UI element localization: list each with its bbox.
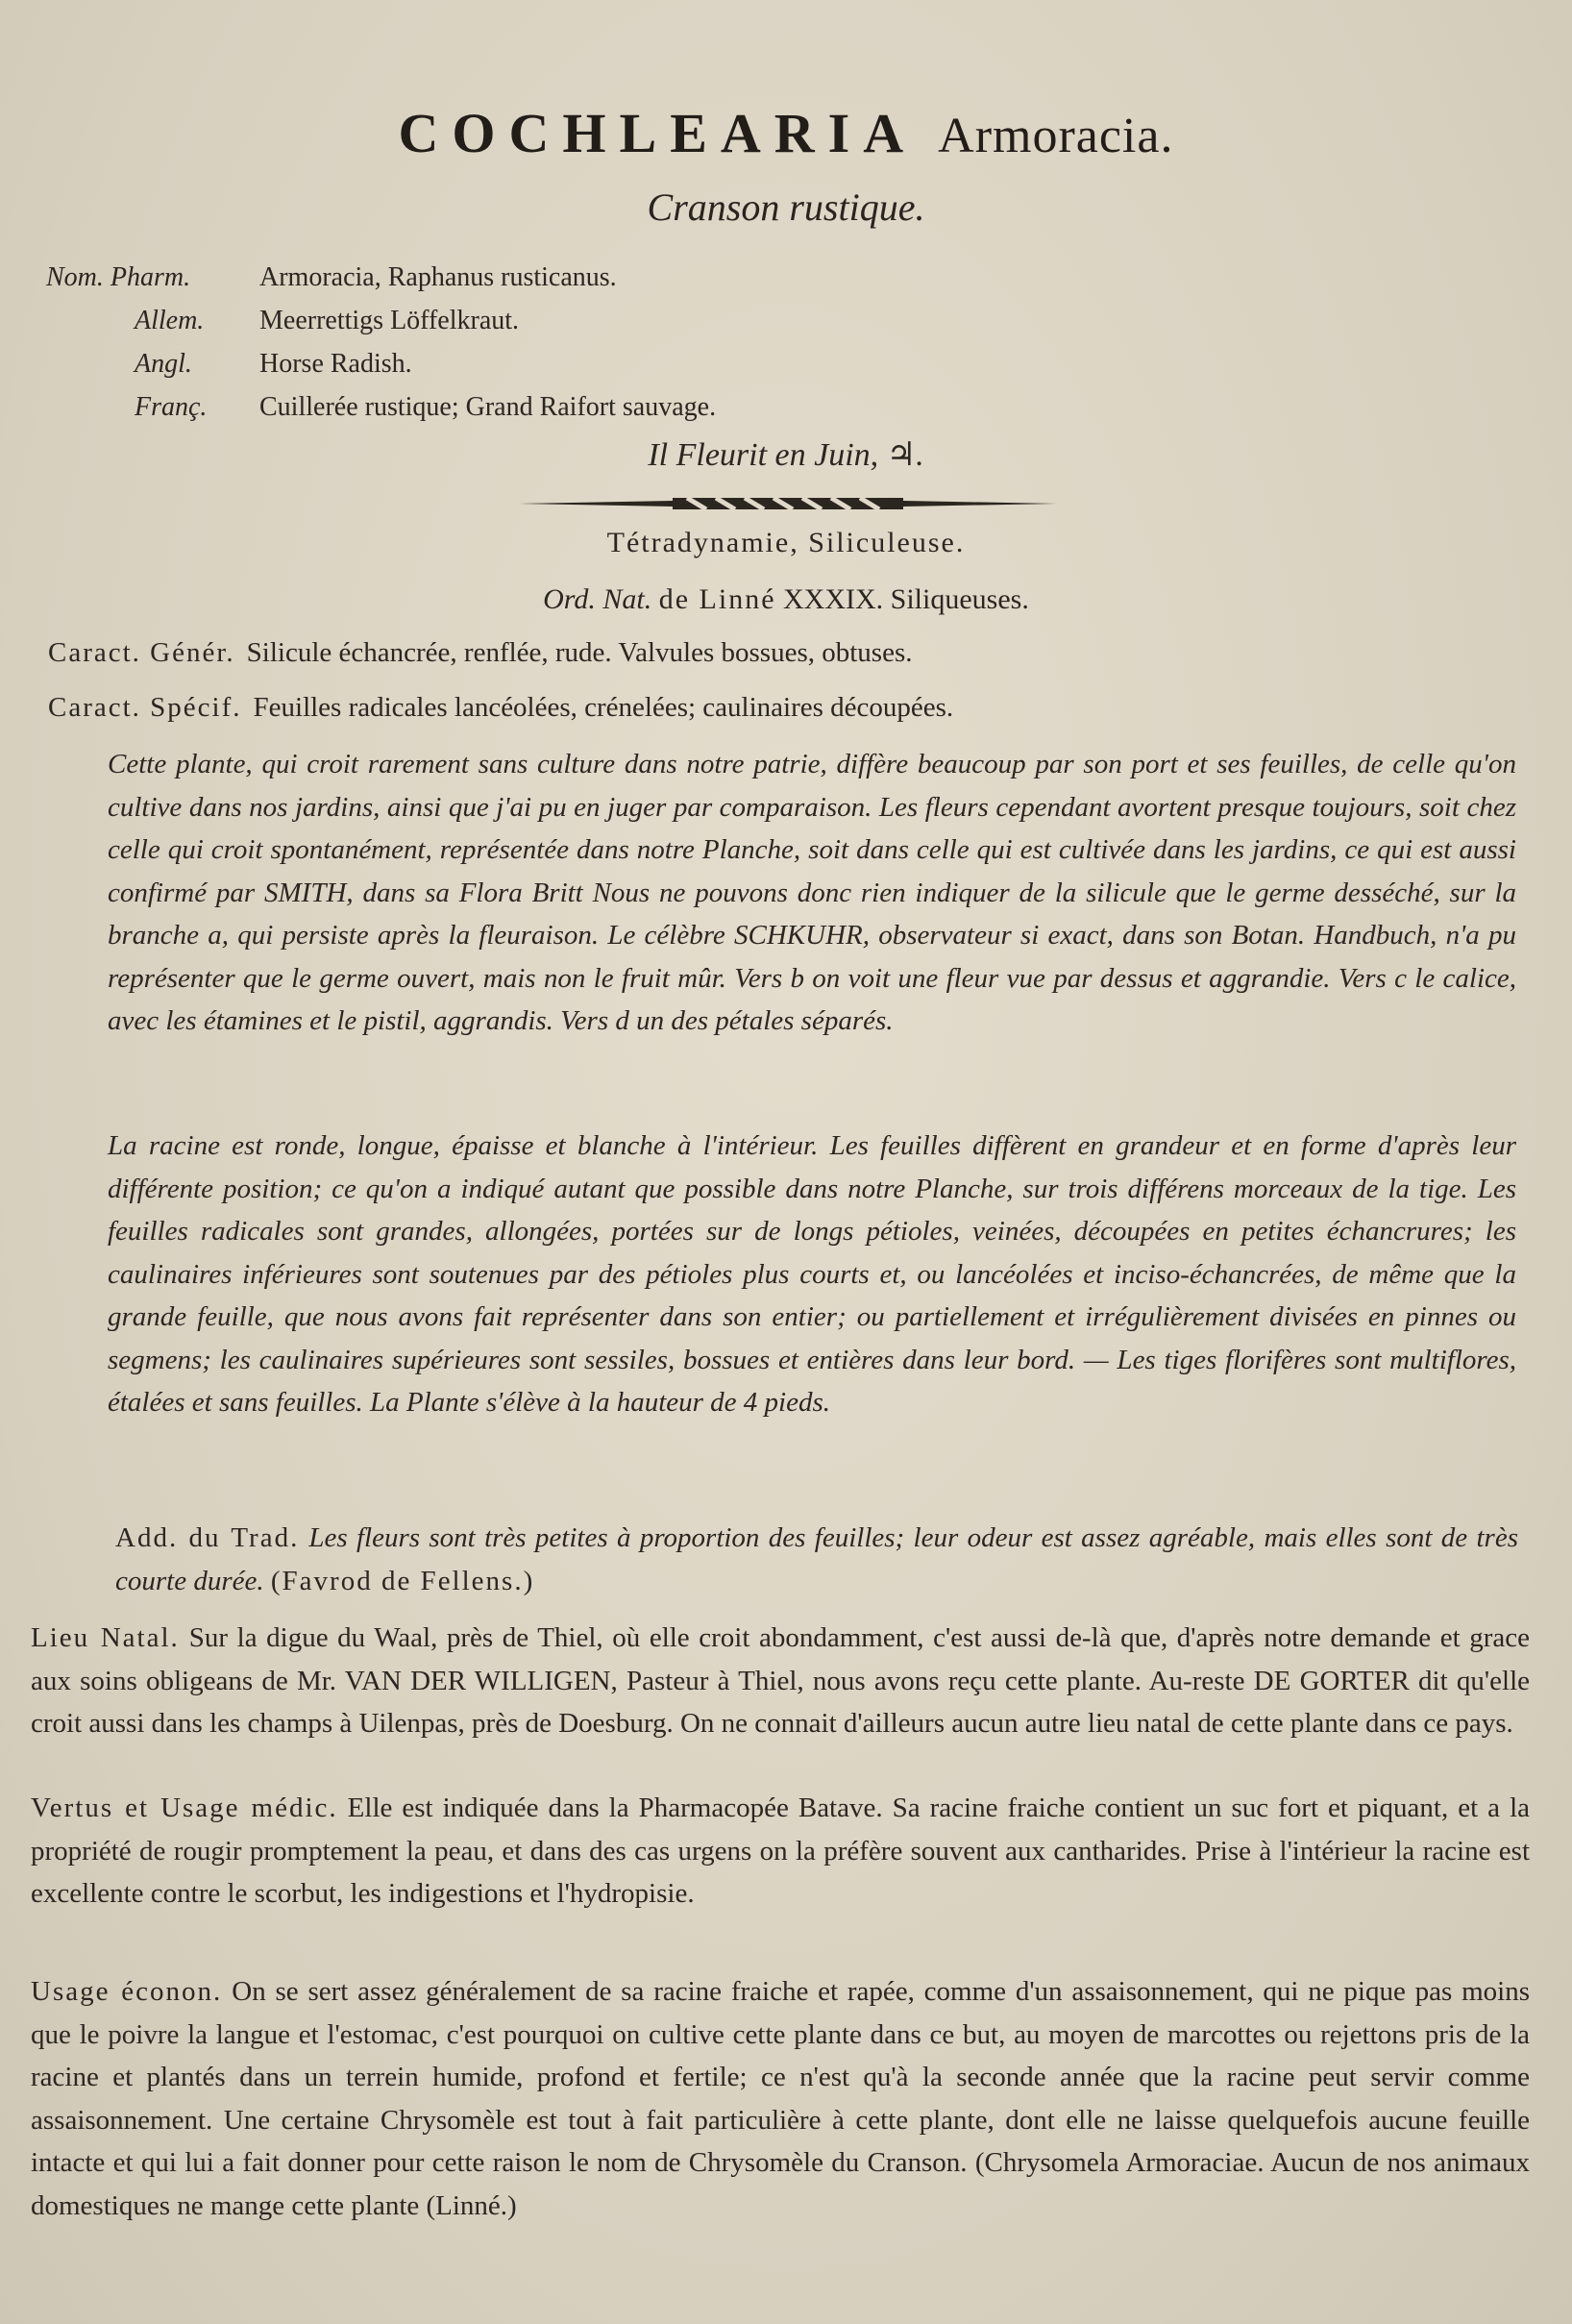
plant-title — [0, 101, 1572, 165]
ornamental-rule — [519, 492, 1057, 515]
synonym-row-allem — [46, 299, 716, 342]
synonym-row-franc — [46, 385, 716, 429]
synonym-value: Meerrettigs Löffelkraut. — [259, 306, 520, 335]
species-name: Armoracia. — [938, 109, 1174, 163]
synonym-value: Cuillerée rustique; Grand Raifort sauvage. — [259, 392, 717, 422]
synonym-label: Nom. Pharm. — [46, 262, 191, 292]
common-name: Cranson rustique. — [647, 185, 925, 229]
translator-note-author: (Favrod de Fellens.) — [270, 1565, 535, 1596]
medical-uses — [31, 1787, 1530, 1916]
generic-characters-text: Silicule échancrée, renflée, rude. Valvules bossues, obtuses. — [246, 637, 913, 668]
medical-uses-label: Vertus et Usage médic. — [31, 1792, 338, 1823]
synonym-value: Horse Radish. — [259, 349, 412, 379]
specific-characters-label: Caract. Spécif. — [48, 692, 242, 723]
native-habitat-label: Lieu Natal. — [31, 1622, 180, 1653]
economic-uses — [31, 1970, 1530, 2227]
synonym-label: Allem. — [135, 306, 205, 335]
natural-order — [0, 583, 1572, 616]
description-paragraph-2: La racine est ronde, longue, épaisse et blanche à l'intérieur. Les feuilles diffèrent en grandeur et en forme d'après leur différente position; ce qu'on a indiqué autant que possible dans notre Planche, sur trois différens morceaux de la tige. Les feuilles radicales sont grandes, allongées, portées sur de longs pétioles, veinées, découpées en petites échancrures; les caulinaires inférieures sont soutenues par des pétioles plus courts et, ou lancéolées et inciso-échancrées, de même que la grande feuille, que nous avons fait représenter dans son entier; ou partiellement et irrégulièrement divisées en pinnes ou segmens; les caulinaires supérieures sont sessiles, bossues et entières dans leur bord. — Les tiges florifères sont multiflores, étalées et sans feuilles. La Plante s'élève à la hauteur de 4 pieds. — [108, 1130, 1516, 1418]
order-middle: de Linné — [658, 583, 776, 615]
order-prefix: Ord. Nat. — [543, 583, 652, 615]
genus-name: COCHLEARIA — [398, 102, 918, 164]
flowering-period: Il Fleurit en Juin, ♃. — [648, 437, 924, 473]
synonym-label: Angl. — [135, 349, 192, 379]
linnaean-class: Tétradynamie, Siliculeuse. — [606, 527, 966, 558]
economic-uses-label: Usage éconon. — [31, 1976, 223, 2007]
order-suffix: XXXIX. Siliqueuses. — [783, 583, 1029, 615]
translator-note-label: Add. du Trad. — [115, 1522, 300, 1553]
synonym-list — [46, 256, 716, 429]
translator-note-text: Les fleurs sont très petites à proportion des feuilles; leur odeur est assez agréable, mais elles sont de très courte durée. — [115, 1522, 1518, 1596]
native-habitat-text: Sur la digue du Waal, près de Thiel, où elle croit abondamment, c'est aussi de-là que, d'après notre demande et grace aux soins obligeans de Mr. VAN DER WILLIGEN, Pasteur à Thiel, nous avons reçu cette plante. Au-reste DE GORTER dit qu'elle croit aussi dans les champs à Uilenpas, près de Doesburg. On ne connait d'ailleurs aucun autre lieu natal de cette plante dans ce pays. — [31, 1622, 1530, 1739]
native-habitat — [31, 1617, 1530, 1745]
synonym-row-angl — [46, 342, 716, 385]
economic-uses-text: On se sert assez généralement de sa racine fraiche et rapée, comme d'un assaisonnement, qui ne pique pas moins que le poivre la langue et l'estomac, c'est pourquoi on cultive cette plante dans ce but, au moyen de marcottes ou rejettons pris de la racine et plantés dans un terrein humide, profond et fertile; ce n'est qu'à la seconde année que la racine peut servir comme assaisonnement. Une certaine Chrysomèle est tout à fait particulière à cette plante, dont elle ne laisse quelquefois aucune feuille intacte et qui lui a fait donner pour cette raison le nom de Chrysomèle du Cranson. (Chrysomela Armoraciae. Aucun de nos animaux domestiques ne mange cette plante (Linné.) — [31, 1976, 1530, 2221]
synonym-label: Franç. — [135, 392, 208, 422]
generic-characters-label: Caract. Génér. — [48, 637, 235, 668]
translator-note — [115, 1517, 1518, 1602]
specific-characters — [48, 692, 953, 724]
description-paragraph-1: Cette plante, qui croit rarement sans culture dans notre patrie, diffère beaucoup par son port et ses feuilles, de celle qu'on cultive dans nos jardins, ainsi que j'ai pu en juger par comparaison. Les fleurs cependant avortent presque toujours, soit chez celle qui croit spontanément, représentée dans notre Planche, soit dans celle qui est cultivée dans les jardins, ce qui est aussi confirmé par SMITH, dans sa Flora Britt Nous ne pouvons donc rien indiquer de la silicule que le germe desséché, sur la branche a, qui persiste après la fleuraison. Le célèbre SCHKUHR, observateur si exact, dans son Botan. Handbuch, n'a pu représenter que le germe ouvert, mais non le fruit mûr. Vers b on voit une fleur vue par dessus et aggrandie. Vers c le calice, avec les étamines et le pistil, aggrandis. Vers d un des pétales séparés. — [108, 749, 1516, 1036]
synonym-value: Armoracia, Raphanus rusticanus. — [259, 262, 617, 292]
medical-uses-text: Elle est indiquée dans la Pharmacopée Batave. Sa racine fraiche contient un suc fort et piquant, et a la propriété de rougir promptement la peau, et dans des cas urgens on la préfère souvent aux cantharides. Prise à l'intérieur la racine est excellente contre le scorbut, les indigestions et l'hydropisie. — [31, 1792, 1530, 1909]
generic-characters — [48, 637, 913, 669]
specific-characters-text: Feuilles radicales lancéolées, crénelées; caulinaires découpées. — [253, 692, 954, 723]
synonym-row-pharm — [46, 256, 716, 299]
